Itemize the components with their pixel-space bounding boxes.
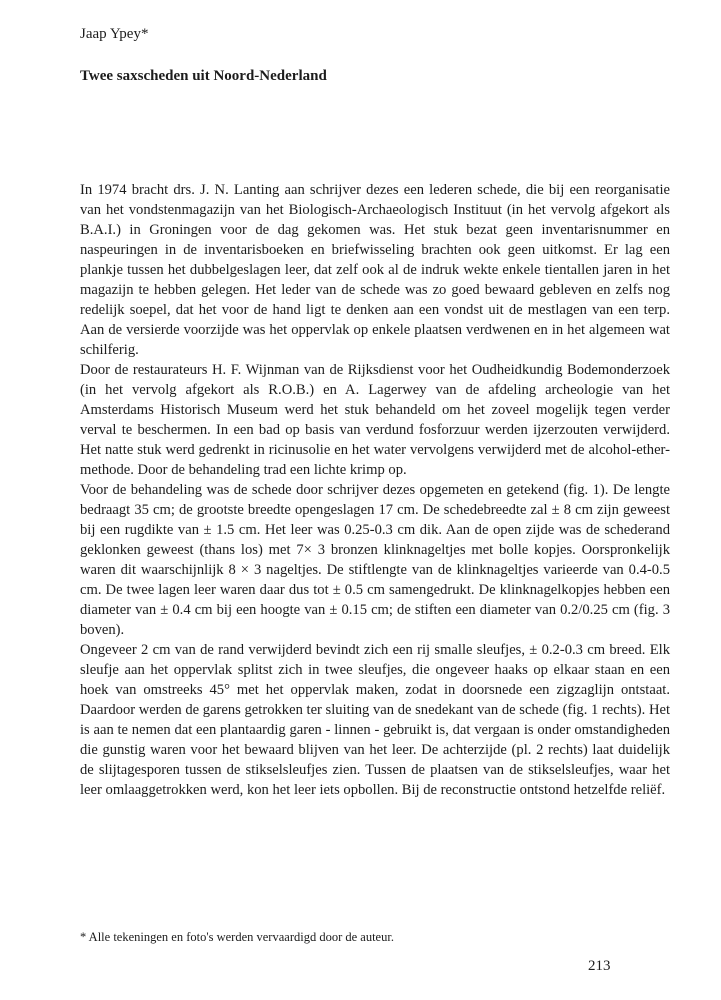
footnote: * Alle tekeningen en foto's werden vervaardigd door de auteur. bbox=[80, 930, 394, 944]
article-body bbox=[80, 180, 670, 800]
paragraph: Door de restaurateurs H. F. Wijnman van de Rijksdienst voor het Oudheidkundig Bodemonderzoek (in het vervolg afgekort als R.O.B.) en A. Lagerwey van de afdeling archeologie van het Amsterdams Historisch Museum werd het stuk behandeld om het zoveel mogelijk tegen verder verval te beschermen. In een bad op basis van verdund fosforzuur werden ijzerzouten verwijderd. Het natte stuk werd gedrenkt in ricinusolie en het water vervolgens verwijderd met de alcohol-ether-methode. Door de behandeling trad een lichte krimp op. bbox=[80, 362, 670, 478]
paragraph: In 1974 bracht drs. J. N. Lanting aan schrijver dezes een lederen schede, die bij een reorganisatie van het vondstenmagazijn van het Biologisch-Archaeologisch Instituut (in het vervolg afgekort als B.A.I.) in Groningen voor de dag gekomen was. Het stuk bezat geen inventarisnummer en naspeuringen in de inventarisboeken en briefwisseling brachten ook geen uitkomst. Er lag een plankje tussen het dubbelgeslagen leer, dat zelf ook al de indruk wekte enkele tientallen jaren in het magazijn te hebben gelegen. Het leder van de schede was zo goed bewaard gebleven en zelfs nog redelijk soepel, dat het voor de hand ligt te denken aan een vondst uit de mestlagen van een terp. Aan de versierde voorzijde was het oppervlak op enkele plaatsen verdwenen en in het algemeen wat schilferig. bbox=[80, 182, 670, 358]
author-name: Jaap Ypey* bbox=[80, 26, 149, 42]
article-title: Twee saxscheden uit Noord-Nederland bbox=[80, 68, 327, 84]
paragraph: Voor de behandeling was de schede door schrijver dezes opgemeten en getekend (fig. 1). De lengte bedraagt 35 cm; de grootste breedte opengeslagen 17 cm. De schedebreedte zal ± 8 cm zijn geweest bij een rugdikte van ± 1.5 cm. Het leer was 0.25-0.3 cm dik. Aan de open zijde was de schederand geklonken geweest (thans los) met 7× 3 bronzen klinknageltjes met bolle kopjes. Oorspronkelijk waren dit waarschijnlijk 8 × 3 nageltjes. De stiftlengte van de klinknageltjes varieerde van 0.4-0.5 cm. De twee lagen leer waren daar dus tot ± 0.5 cm samengedrukt. De klinknagelkopjes hebben een diameter van ± 0.4 cm bij een hoogte van ± 0.15 cm; de stiften een diameter van 0.2/0.25 cm (fig. 3 boven). bbox=[80, 482, 670, 638]
paragraph: Ongeveer 2 cm van de rand verwijderd bevindt zich een rij smalle sleufjes, ± 0.2-0.3 cm breed. Elk sleufje aan het oppervlak splitst zich in twee sleufjes, die ongeveer haaks op elkaar staan en een hoek van omstreeks 45° met het oppervlak maken, zodat in doorsnede een zigzaglijn ontstaat. Daardoor werden de garens getrokken ter sluiting van de snedekant van de schede (fig. 1 rechts). Het is aan te nemen dat een plantaardig garen - linnen - gebruikt is, dat vergaan is onder omstandigheden die gunstig waren voor het bewaard blijven van het leer. De achterzijde (pl. 2 rechts) laat duidelijk de slijtagesporen tussen de stikselsleufjes zien. Tussen de plaatsen van de stikselsleufjes, waar het leer omlaaggetrokken werd, kon het leer iets opbollen. Bij de reconstructie ontstond hetzelfde reliëf. bbox=[80, 642, 671, 798]
page-number: 213 bbox=[588, 958, 611, 974]
